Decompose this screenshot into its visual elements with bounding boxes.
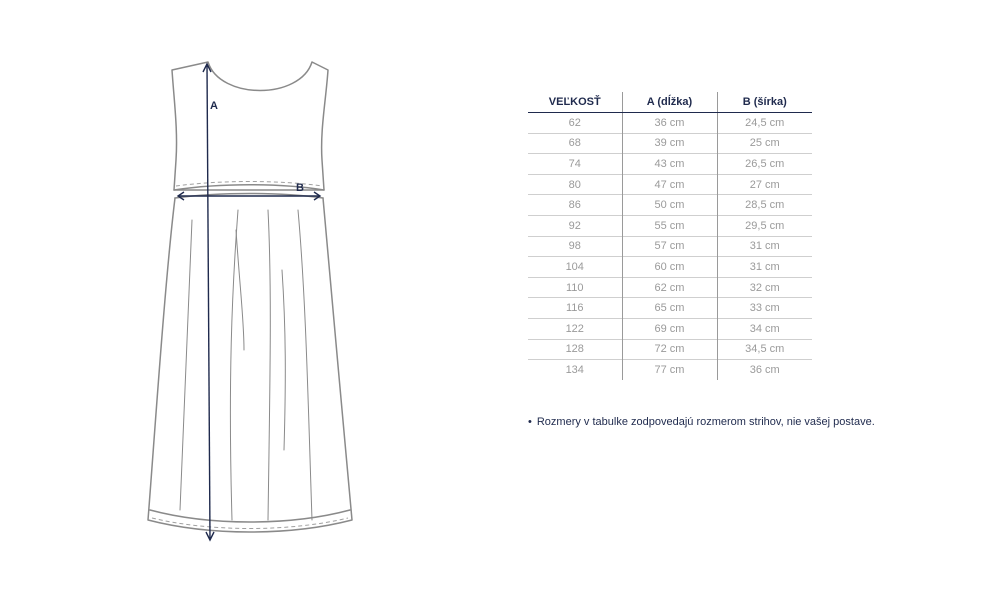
cell-size: 98 bbox=[528, 236, 622, 257]
cell-length: 47 cm bbox=[622, 174, 717, 195]
cell-width: 27 cm bbox=[717, 174, 812, 195]
cell-width: 26,5 cm bbox=[717, 154, 812, 175]
size-note bbox=[528, 416, 875, 428]
table-row bbox=[528, 339, 812, 360]
table-row bbox=[528, 133, 812, 154]
cell-size: 68 bbox=[528, 133, 622, 154]
table-row bbox=[528, 257, 812, 278]
table-header-row bbox=[528, 92, 812, 113]
cell-size: 62 bbox=[568, 116, 581, 129]
cell-length: 57 cm bbox=[622, 236, 717, 257]
cell-width: 33 cm bbox=[717, 298, 812, 319]
cell-width: 25 cm bbox=[717, 133, 812, 154]
table-row bbox=[528, 360, 812, 380]
cell-width: 32 cm bbox=[717, 277, 812, 298]
measure-a-line bbox=[207, 64, 210, 540]
table-row bbox=[528, 113, 812, 134]
note-text: Rozmery v tabulke zodpovedajú rozmerom strihov, nie vašej postave. bbox=[536, 416, 875, 428]
cell-width: 31 cm bbox=[717, 257, 812, 278]
header-width: B (šírka) bbox=[717, 92, 812, 113]
table-row bbox=[528, 277, 812, 298]
cell-width: 36 cm bbox=[717, 360, 812, 380]
table-row bbox=[528, 154, 812, 175]
cell-width: 28,5 cm bbox=[717, 195, 812, 216]
dress-hem bbox=[150, 510, 350, 522]
cell-width: 31 cm bbox=[717, 236, 812, 257]
label-a: A bbox=[210, 100, 218, 112]
cell-size: 122 bbox=[528, 318, 622, 339]
cell-width: 29,5 cm bbox=[717, 215, 812, 236]
cell-width: 34,5 cm bbox=[717, 339, 812, 360]
cell-length: 77 cm bbox=[622, 360, 717, 380]
cell-size: 104 bbox=[528, 257, 622, 278]
note-bullet: • bbox=[528, 416, 532, 428]
cell-size: 110 bbox=[528, 277, 622, 298]
cell-size: 86 bbox=[528, 195, 622, 216]
cell-length: 62 cm bbox=[622, 277, 717, 298]
header-length: A (dĺžka) bbox=[622, 92, 717, 113]
cell-length: 72 cm bbox=[622, 339, 717, 360]
cell-length: 60 cm bbox=[622, 257, 717, 278]
cell-length: 39 cm bbox=[622, 133, 717, 154]
cell-width: 34 cm bbox=[717, 318, 812, 339]
header-size: VEĽKOSŤ bbox=[528, 92, 622, 113]
table-row bbox=[528, 174, 812, 195]
cell-length: 69 cm bbox=[622, 318, 717, 339]
cell-length: 43 cm bbox=[622, 154, 717, 175]
cell-size: 74 bbox=[528, 154, 622, 175]
table-row bbox=[528, 298, 812, 319]
cell-length: 36 cm bbox=[622, 113, 717, 134]
cell-length: 65 cm bbox=[622, 298, 717, 319]
dress-diagram bbox=[140, 50, 360, 550]
table-row bbox=[528, 318, 812, 339]
cell-size: 128 bbox=[528, 339, 622, 360]
dress-bodice-outline bbox=[172, 62, 328, 190]
cell-size: 92 bbox=[528, 215, 622, 236]
label-b: B bbox=[296, 182, 304, 194]
cell-length: 50 cm bbox=[622, 195, 717, 216]
cell-size: 80 bbox=[528, 174, 622, 195]
dress-skirt-outline bbox=[148, 198, 352, 532]
cell-length: 55 cm bbox=[622, 215, 717, 236]
table-row bbox=[528, 215, 812, 236]
table-row bbox=[528, 195, 812, 216]
cell-size: 134 bbox=[528, 360, 622, 380]
cell-width: 24,5 cm bbox=[717, 113, 812, 134]
table-row bbox=[528, 236, 812, 257]
size-table bbox=[528, 92, 812, 380]
cell-size: 116 bbox=[528, 298, 622, 319]
